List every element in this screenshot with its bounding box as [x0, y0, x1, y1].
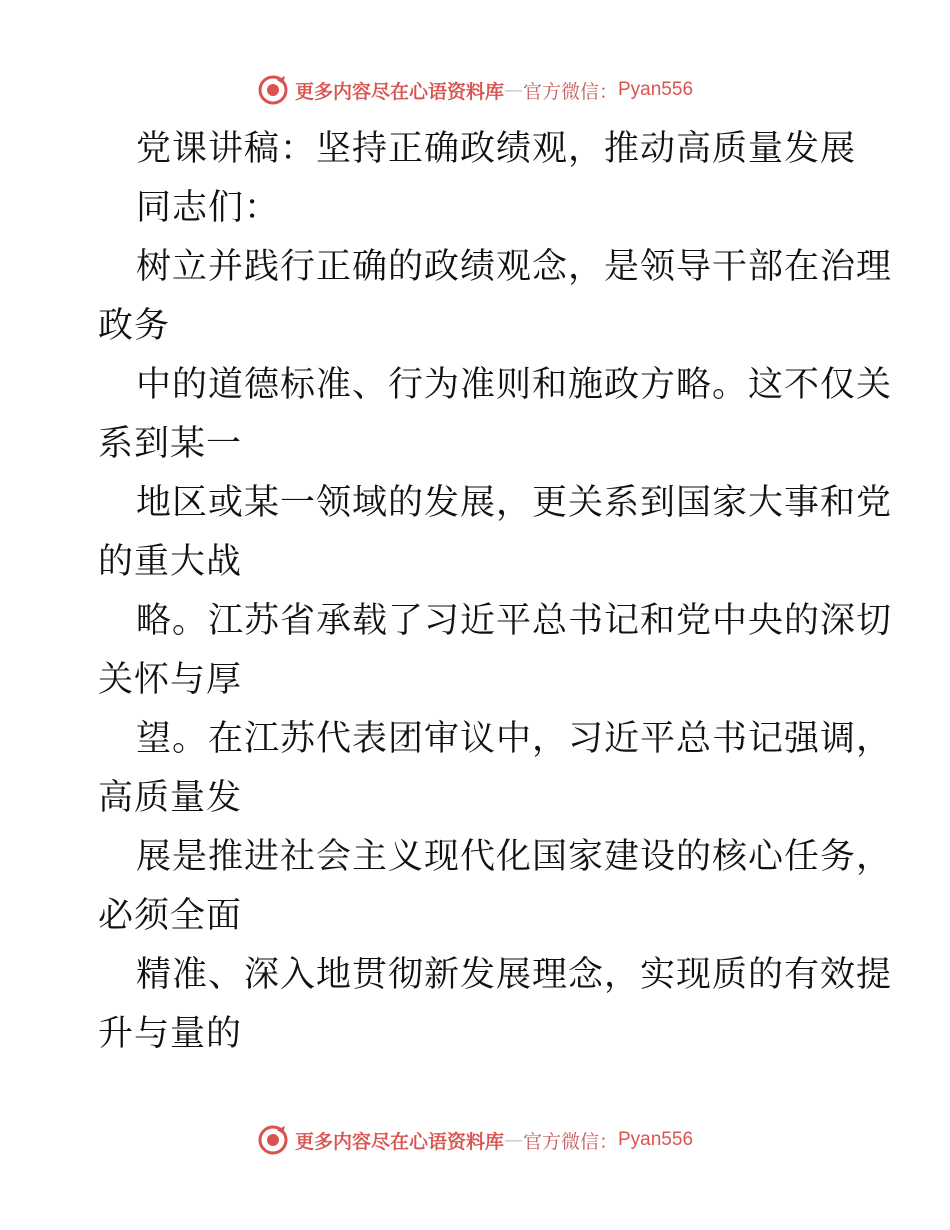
- paragraph-line: 树立并践行正确的政绩观念，是领导干部在治理: [136, 247, 893, 287]
- paragraph-line: 必须全面: [98, 896, 243, 936]
- footer-wechat-id: Pyan556: [618, 1129, 694, 1150]
- document-body: [98, 120, 893, 1064]
- footer-wechat-label: 官方微信：: [522, 1130, 618, 1153]
- header-wechat-label: 官方微信：: [522, 80, 618, 103]
- paragraph-line: 中的道德标准、行为准则和施政方略。这不仅关: [136, 365, 893, 405]
- paragraph-line: 的重大战: [98, 542, 243, 582]
- paragraph-line: 系到某一: [98, 424, 243, 464]
- salutation: 同志们：: [136, 188, 281, 228]
- footer-banner: [0, 1122, 950, 1158]
- document-title: 党课讲稿：坚持正确政绩观，推动高质量发展: [136, 129, 857, 169]
- header-separator: —: [503, 79, 523, 101]
- brand-logo-icon: [257, 74, 289, 106]
- paragraph-line: 展是推进社会主义现代化国家建设的核心任务，: [136, 837, 893, 877]
- paragraph-line: 关怀与厚: [98, 660, 243, 700]
- header-wechat-id: Pyan556: [618, 79, 694, 100]
- paragraph-line: 高质量发: [98, 778, 243, 818]
- footer-site-text: 更多内容尽在心语资料库: [294, 1130, 504, 1153]
- footer-separator: —: [503, 1129, 523, 1151]
- paragraph-line: 望。在江苏代表团审议中，习近平总书记强调，: [136, 719, 893, 759]
- paragraph-line: 地区或某一领域的发展，更关系到国家大事和党: [136, 483, 893, 523]
- header-site-text: 更多内容尽在心语资料库: [294, 80, 504, 103]
- paragraph-line: 略。江苏省承载了习近平总书记和党中央的深切: [136, 601, 893, 641]
- header-banner: [0, 72, 950, 108]
- paragraph-line: 升与量的: [98, 1014, 243, 1054]
- brand-logo-icon: [257, 1124, 289, 1156]
- paragraph-line: 政务: [98, 306, 171, 346]
- paragraph-line: 精准、深入地贯彻新发展理念，实现质的有效提: [136, 955, 893, 995]
